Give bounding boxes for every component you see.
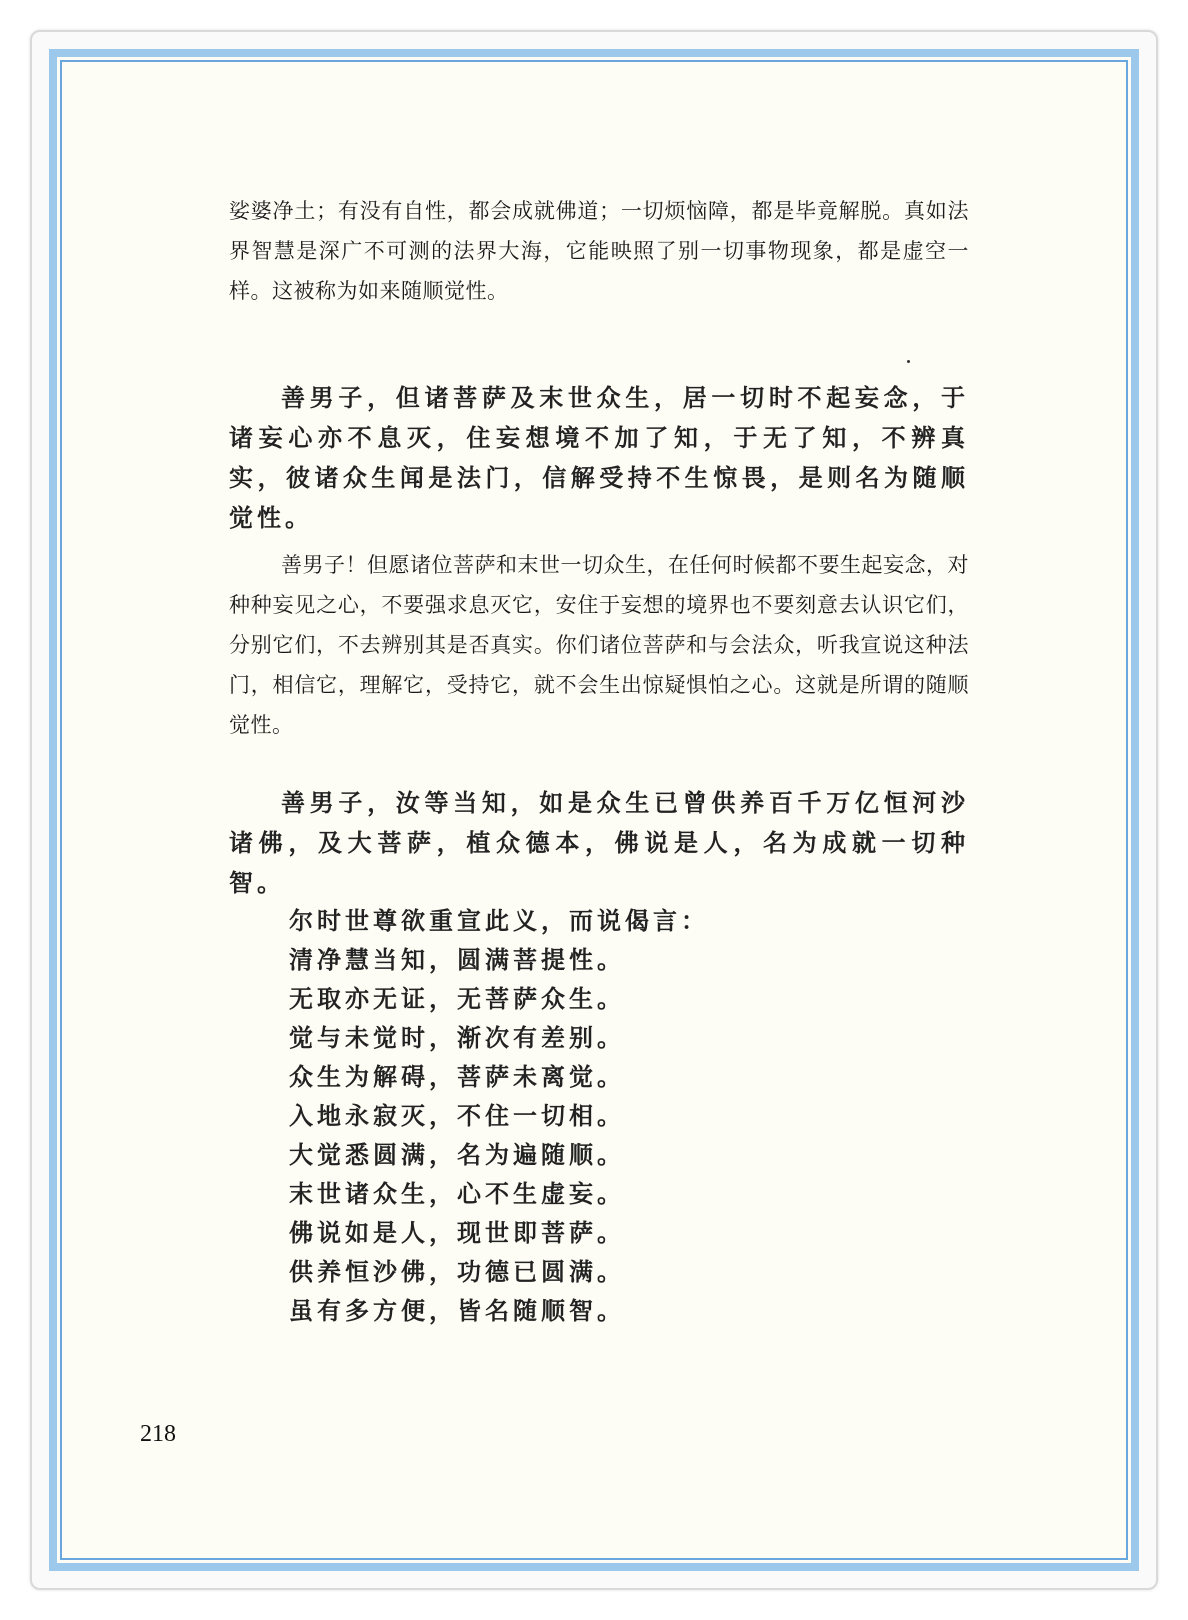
verse-line: 供养恒沙佛，功德已圆满。 bbox=[289, 1257, 625, 1286]
paragraph-scripture-1: 善男子，但诸菩萨及末世众生，居一切时不起妄念，于诸妄心亦不息灭，住妄想境不加了知，于无了知，不辨真实，彼诸众生闻是法门，信解受持不生惊畏，是则名为随顺觉性。 bbox=[229, 383, 969, 532]
paragraph-translation-1: 娑婆净土；有没有自性，都会成就佛道；一切烦恼障，都是毕竟解脱。真如法界智慧是深广不可测的法界大海，它能映照了别一切事物现象，都是虚空一样。这被称为如来随顺觉性。 bbox=[229, 199, 969, 303]
paragraph-scripture-2: 善男子，汝等当知，如是众生已曾供养百千万亿恒河沙诸佛，及大菩萨，植众德本，佛说是人，名为成就一切种智。 bbox=[229, 788, 969, 897]
verse-line: 无取亦无证，无菩萨众生。 bbox=[289, 984, 625, 1013]
verse-line: 末世诸众生，心不生虚妄。 bbox=[289, 1179, 625, 1208]
verse-line: 众生为解碍，菩萨未离觉。 bbox=[289, 1062, 625, 1091]
verse-line: 大觉悉圆满，名为遍随顺。 bbox=[289, 1140, 625, 1169]
verse-intro: 尔时世尊欲重宣此义，而说偈言： bbox=[289, 906, 709, 935]
verse-line: 清净慧当知，圆满菩提性。 bbox=[289, 945, 625, 974]
paragraph-translation-2: 善男子！但愿诸位菩萨和末世一切众生，在任何时候都不要生起妄念，对种种妄见之心，不要强求息灭它，安住于妄想的境界也不要刻意去认识它们，分别它们，不去辨别其是否真实。你们诸位菩萨和与会法众，听我宣说这种法门，相信它，理解它，受持它，就不会生出惊疑惧怕之心。这就是所谓的随顺觉性。 bbox=[229, 553, 969, 737]
verse-line: 入地永寂灭，不住一切相。 bbox=[289, 1101, 625, 1130]
verse-line: 觉与未觉时，渐次有差别。 bbox=[289, 1023, 625, 1052]
verse-block bbox=[289, 901, 849, 1330]
verse-line: 佛说如是人，现世即菩萨。 bbox=[289, 1218, 625, 1247]
print-speck bbox=[907, 360, 910, 363]
page-number: 218 bbox=[140, 1421, 176, 1447]
verse-line: 虽有多方便，皆名随顺智。 bbox=[289, 1296, 625, 1325]
